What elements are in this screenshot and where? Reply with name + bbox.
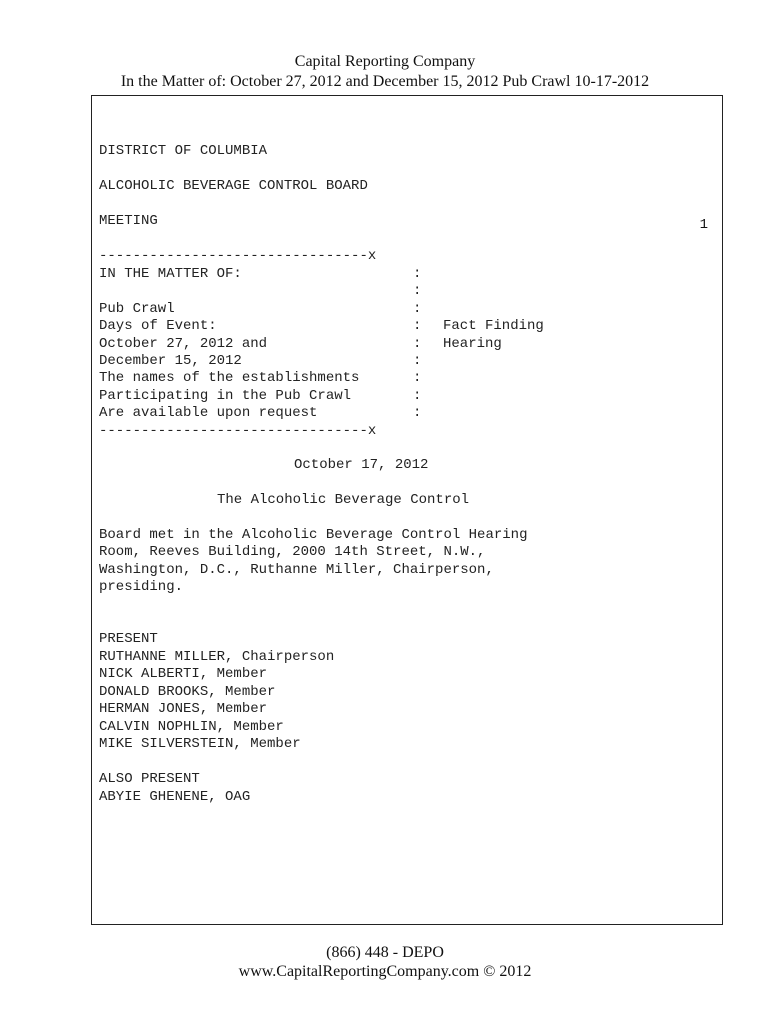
present-member: CALVIN NOPHLIN, Member	[99, 718, 284, 735]
present-member: DONALD BROOKS, Member	[99, 683, 276, 700]
present-member: NICK ALBERTI, Member	[99, 666, 268, 683]
body-paragraph-line: presiding.	[99, 579, 184, 596]
page-number: 1	[699, 217, 708, 233]
caption-separator: :	[413, 283, 422, 300]
body-paragraph-line: Room, Reeves Building, 2000 14th Street, N.W.,	[99, 544, 486, 561]
jurisdiction-line: DISTRICT OF COLUMBIA	[99, 143, 268, 159]
board-line: ALCOHOLIC BEVERAGE CONTROL BOARD	[99, 178, 368, 194]
date-line: October 17, 2012	[294, 457, 429, 473]
caption-separator: :	[413, 335, 422, 352]
also-present-member: ABYIE GHENENE, OAG	[99, 789, 251, 805]
footer-phone: (866) 448 - DEPO	[326, 944, 444, 961]
caption-left-text: October 27, 2012 and	[99, 335, 268, 352]
caption-left-text: Participating in the Pub Crawl	[99, 387, 352, 404]
caption-separator: :	[413, 266, 422, 282]
body-paragraph-line: Board met in the Alcoholic Beverage Control Hearing	[99, 527, 528, 543]
caption-left-text: Pub Crawl	[99, 300, 175, 317]
caption-right-text: Hearing	[443, 335, 502, 352]
caption-separator: :	[413, 300, 422, 317]
present-member: RUTHANNE MILLER, Chairperson	[99, 649, 335, 665]
caption-left-text: IN THE MATTER OF:	[99, 266, 242, 282]
also-present-heading: ALSO PRESENT	[99, 771, 200, 787]
header-company: Capital Reporting Company	[294, 53, 476, 70]
caption-right-text: Fact Finding	[443, 318, 544, 335]
caption-left-text: Are available upon request	[99, 405, 318, 422]
present-member: MIKE SILVERSTEIN, Member	[99, 736, 301, 752]
caption-left-text: Days of Event:	[99, 318, 217, 335]
caption-separator: :	[413, 405, 422, 422]
present-member: HERMAN JONES, Member	[99, 701, 268, 718]
meeting-line: MEETING	[99, 213, 158, 229]
caption-separator: :	[413, 387, 422, 404]
caption-rule-bottom: --------------------------------x	[99, 423, 377, 439]
header-matter-title: In the Matter of: October 27, 2012 and December 15, 2012 Pub Crawl 10-17-2012	[120, 73, 650, 90]
caption-separator: :	[413, 370, 422, 387]
caption-separator: :	[413, 318, 422, 335]
caption-rule-top: --------------------------------x	[99, 248, 377, 264]
caption-left-text: December 15, 2012	[99, 353, 242, 369]
caption-separator: :	[413, 353, 422, 369]
caption-left-text: The names of the establishments	[99, 370, 360, 387]
body-paragraph-line: Washington, D.C., Ruthanne Miller, Chairperson,	[99, 561, 494, 578]
body-heading: The Alcoholic Beverage Control	[217, 492, 470, 508]
present-heading: PRESENT	[99, 631, 158, 647]
footer-website: www.CapitalReportingCompany.com © 2012	[238, 963, 532, 980]
